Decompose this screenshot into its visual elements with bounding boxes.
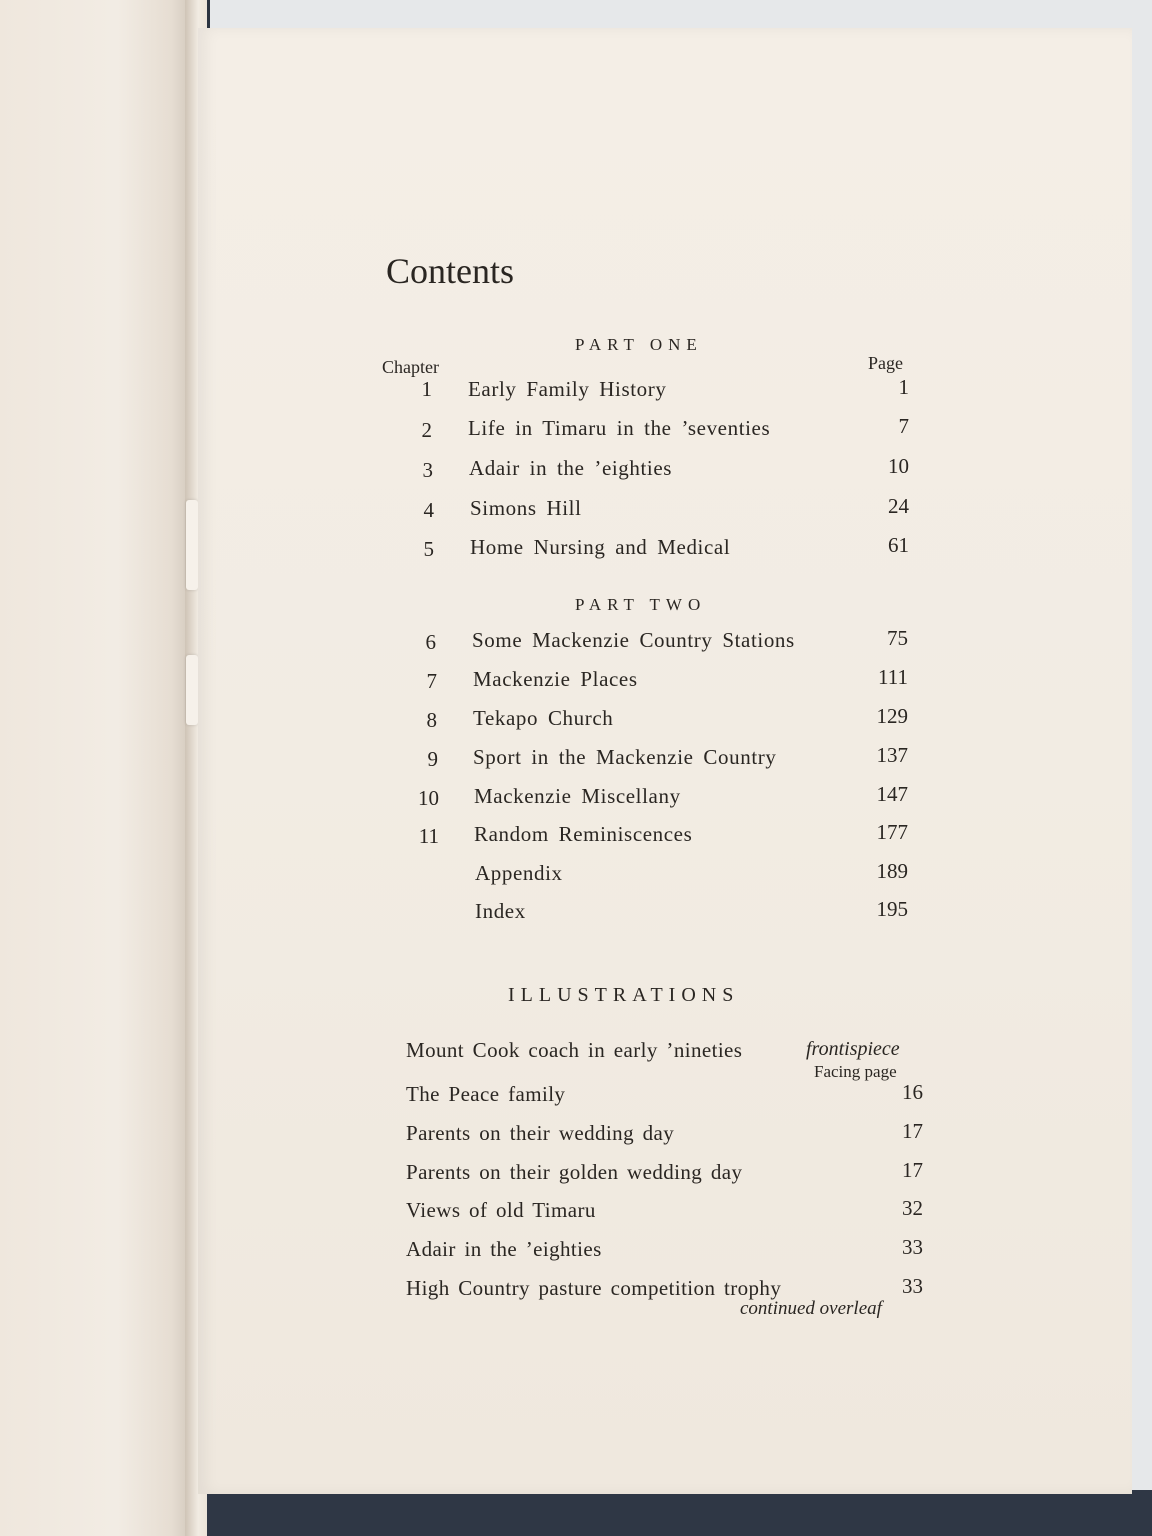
chapter-number: 7 — [426, 669, 437, 693]
chapter-page: 111 — [878, 665, 908, 689]
index-page: 195 — [876, 897, 908, 921]
chapter-page: 24 — [888, 494, 909, 518]
chapter-title: Simons Hill — [470, 496, 582, 520]
part-two-heading: PART TWO — [575, 595, 707, 614]
illustration-page: 17 — [902, 1158, 923, 1182]
chapter-title: Home Nursing and Medical — [470, 535, 731, 559]
continued-note: continued overleaf — [740, 1298, 882, 1319]
frontispiece-label: frontispiece — [806, 1038, 900, 1060]
illustration-page: 33 — [902, 1274, 923, 1298]
chapter-number: 1 — [421, 377, 432, 401]
chapter-number: 6 — [425, 630, 436, 654]
binding-thread — [186, 500, 198, 590]
chapter-title: Random Reminiscences — [474, 822, 693, 846]
illustration-title: Parents on their golden wedding day — [406, 1160, 743, 1184]
chapter-title: Adair in the ’eighties — [469, 456, 673, 480]
illustrations-heading: ILLUSTRATIONS — [508, 984, 740, 1006]
chapter-title: Life in Timaru in the ’seventies — [468, 416, 771, 440]
chapter-title: Mackenzie Miscellany — [474, 784, 681, 808]
chapter-page: 129 — [876, 704, 908, 728]
illustration-title: Parents on their wedding day — [406, 1121, 675, 1145]
illustration-title: Mount Cook coach in early ’nineties — [406, 1038, 743, 1062]
chapter-number: 10 — [418, 786, 439, 810]
illustration-title: The Peace family — [406, 1082, 566, 1106]
chapter-page: 1 — [898, 375, 909, 399]
chapter-title: Early Family History — [468, 377, 667, 401]
illustration-title: High Country pasture competition trophy — [406, 1276, 782, 1300]
chapter-title: Tekapo Church — [473, 706, 614, 730]
chapter-page: 7 — [898, 414, 909, 438]
appendix-title: Appendix — [475, 861, 563, 885]
chapter-number: 4 — [423, 498, 434, 522]
page-title: Contents — [385, 251, 514, 291]
chapter-number: 9 — [427, 747, 438, 771]
chapter-page: 10 — [888, 454, 909, 478]
chapter-page: 137 — [876, 743, 908, 767]
chapter-number: 11 — [418, 824, 439, 848]
illustration-page: 33 — [902, 1235, 923, 1259]
chapter-page: 75 — [887, 626, 908, 650]
book-cover-bottom — [160, 1490, 1152, 1536]
page-column-header: Page — [868, 353, 903, 373]
illustration-title: Views of old Timaru — [406, 1198, 596, 1222]
chapter-page: 177 — [876, 820, 908, 844]
illustration-title: Adair in the ’eighties — [406, 1237, 602, 1261]
chapter-page: 61 — [888, 533, 909, 557]
facing-page-header: Facing page — [814, 1062, 897, 1081]
index-title: Index — [475, 899, 526, 923]
left-page — [0, 0, 195, 1536]
chapter-title: Mackenzie Places — [473, 667, 638, 691]
chapter-number: 2 — [421, 418, 432, 442]
chapter-title: Sport in the Mackenzie Country — [473, 745, 777, 769]
chapter-number: 8 — [426, 708, 437, 732]
illustration-page: 17 — [902, 1119, 923, 1143]
chapter-title: Some Mackenzie Country Stations — [472, 628, 795, 652]
part-one-heading: PART ONE — [575, 335, 703, 354]
chapter-number: 3 — [422, 458, 433, 482]
appendix-page: 189 — [876, 859, 908, 883]
illustration-page: 16 — [902, 1080, 923, 1104]
binding-thread — [186, 655, 198, 725]
chapter-number: 5 — [423, 537, 434, 561]
illustration-page: 32 — [902, 1196, 923, 1220]
chapter-page: 147 — [876, 782, 908, 806]
chapter-column-header: Chapter — [382, 357, 439, 377]
